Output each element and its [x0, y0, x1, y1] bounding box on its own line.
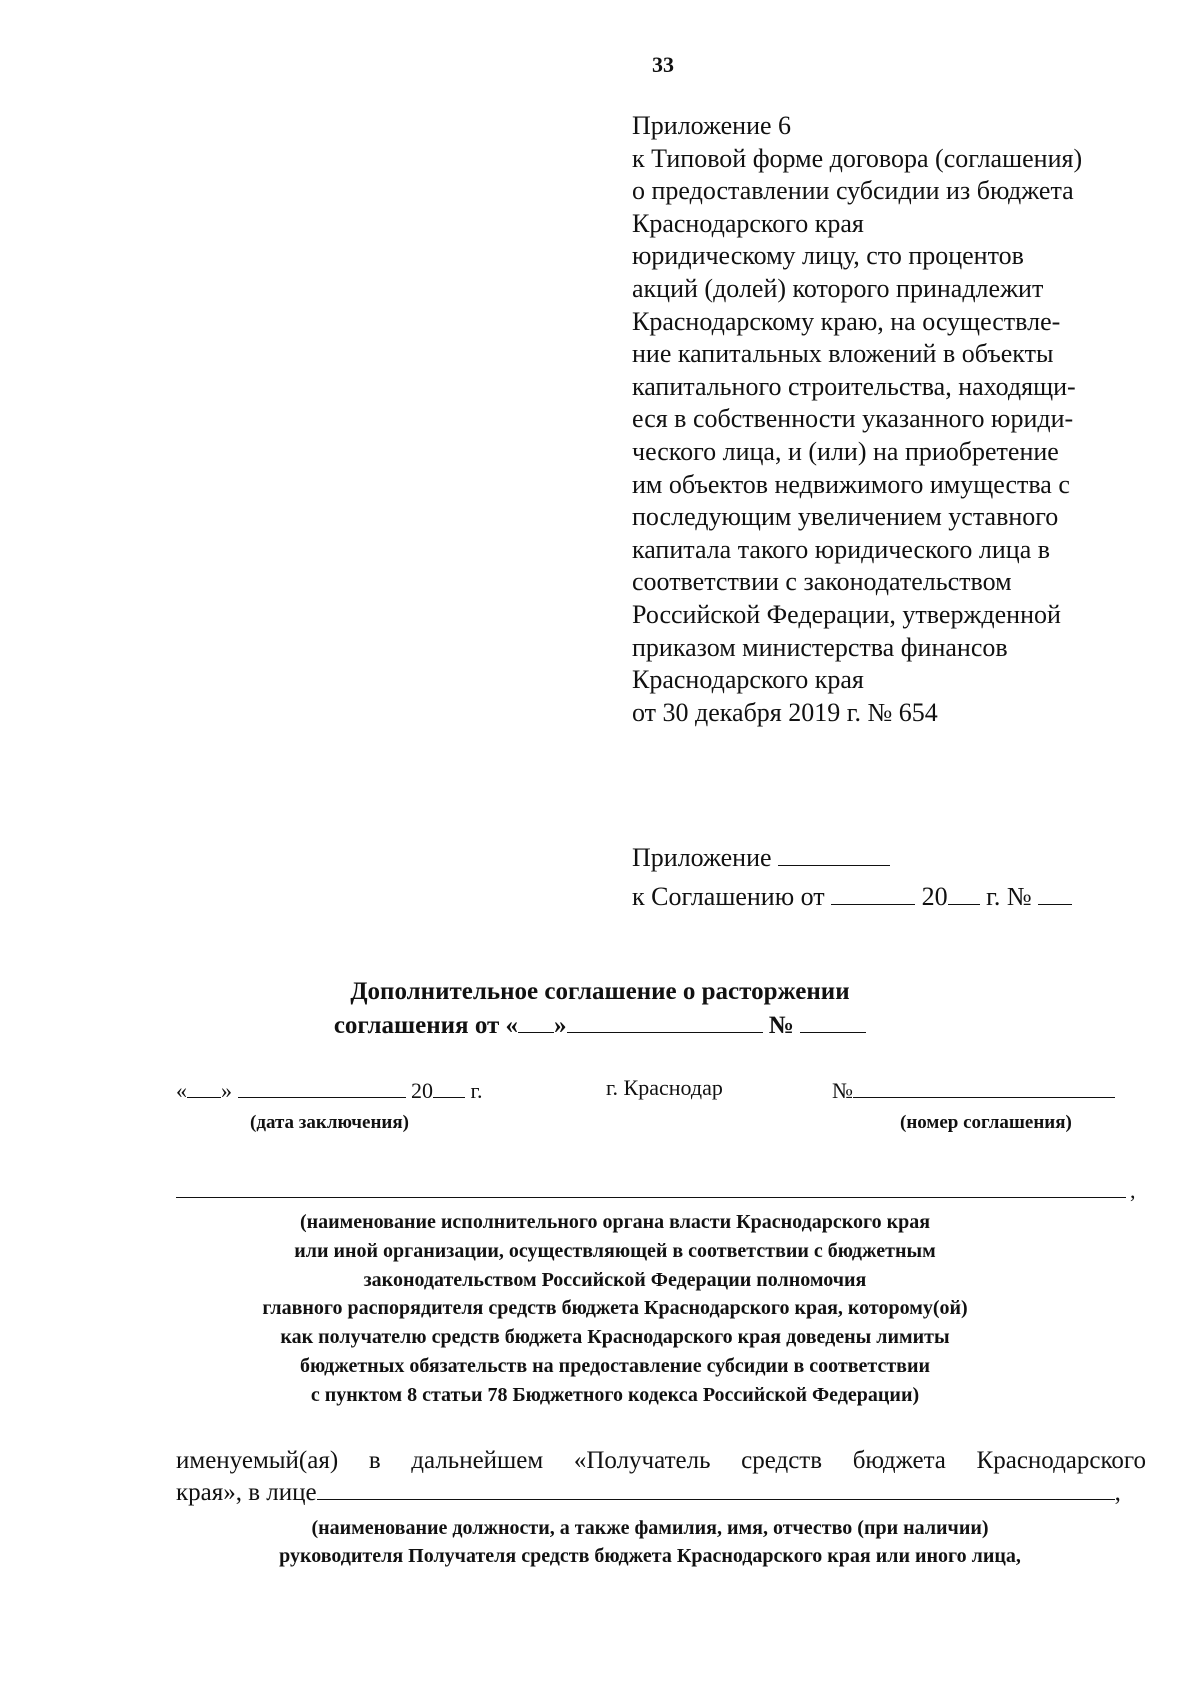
- organization-comma: ,: [1130, 1178, 1136, 1203]
- date-day-blank[interactable]: [187, 1075, 221, 1098]
- org-caption-line: или иной организации, осуществляющей в соответствии с бюджетным: [294, 1239, 936, 1262]
- named-word: в: [368, 1447, 381, 1474]
- org-caption-line: бюджетных обязательств на предоставление субсидии в соответствии: [299, 1354, 931, 1377]
- appendix-line: от 30 декабря 2019 г. № 654: [632, 697, 938, 727]
- appendix-line: юридическому лицу, сто процентов: [632, 241, 1024, 271]
- date-year-blank[interactable]: [433, 1075, 465, 1098]
- org-caption-line: с пунктом 8 статьи 78 Бюджетного кодекса Российской Федерации): [310, 1383, 920, 1406]
- named-line-1: [176, 1445, 1146, 1477]
- appendix-line: последующим увеличением уставного: [632, 502, 1059, 532]
- named-line-2: [176, 1477, 1146, 1509]
- org-caption-line: главного распорядителя средств бюджета Краснодарского края, которому(ой): [262, 1297, 968, 1320]
- title-line-1: Дополнительное соглашение о расторжении: [350, 978, 850, 1005]
- date-year-prefix: 20: [411, 1078, 433, 1103]
- representative-comma: ,: [1114, 1479, 1121, 1506]
- title-date-prefix: соглашения от «: [333, 1012, 519, 1039]
- named-word: именуемый(ая): [176, 1447, 339, 1474]
- number-sign: №: [832, 1078, 853, 1103]
- agreement-date-blank[interactable]: [831, 882, 915, 905]
- appendix-line: акций (долей) которого принадлежит: [632, 273, 1044, 303]
- organization-caption: [150, 1208, 1080, 1410]
- date-close-quote: »: [221, 1078, 232, 1103]
- date-month-blank[interactable]: [238, 1075, 406, 1098]
- title-day-blank[interactable]: [518, 1010, 554, 1033]
- attachment-number-blank[interactable]: [778, 843, 890, 866]
- conclusion-date: [176, 1075, 483, 1104]
- agreement-number-blank[interactable]: [1038, 882, 1072, 905]
- date-year-suffix: г.: [470, 1078, 483, 1103]
- org-caption-line: законодательством Российской Федерации полномочия: [363, 1268, 867, 1291]
- appendix-line: капитального строительства, находящи-: [632, 371, 1076, 401]
- named-word: «Получатель: [573, 1447, 711, 1474]
- appendix-line: ческого лица, и (или) на приобретение: [632, 436, 1059, 466]
- appendix-line: соответствии с законодательством: [632, 567, 1012, 597]
- named-line2-prefix: края», в лице: [176, 1479, 317, 1506]
- appendix-line: Краснодарскому краю, на осуществле-: [632, 306, 1061, 336]
- appendix-line: ние капитальных вложений в объекты: [632, 339, 1054, 369]
- org-caption-line: как получателю средств бюджета Краснодарского края доведены лимиты: [280, 1326, 950, 1349]
- agreement-prefix: к Соглашению от: [632, 882, 825, 911]
- attachment-line: [632, 838, 1072, 877]
- agreement-ref-line: [632, 877, 1072, 916]
- number-caption: (номер соглашения): [900, 1112, 1072, 1133]
- title-date-mid: »: [554, 1012, 567, 1039]
- person-caption-line: (наименование должности, а также фамилия, имя, отчество (при наличии): [311, 1517, 989, 1539]
- appendix-line: Приложение 6: [632, 111, 792, 140]
- named-word: бюджета: [852, 1447, 946, 1474]
- org-caption-line: (наименование исполнительного органа власти Краснодарского края: [299, 1211, 931, 1233]
- page-number: 33: [652, 52, 674, 77]
- title-number-blank[interactable]: [800, 1010, 866, 1033]
- agreement-year-blank[interactable]: [948, 882, 980, 905]
- named-word: Краснодарского: [976, 1447, 1146, 1474]
- representative-blank[interactable]: [317, 1477, 1115, 1500]
- person-caption-line: руководителя Получателя средств бюджета Краснодарского края или иного лица,: [279, 1545, 1021, 1567]
- agreement-number-field[interactable]: [853, 1075, 1115, 1098]
- appendix-line: Краснодарского края: [632, 208, 864, 238]
- agreement-number: [832, 1075, 1115, 1104]
- appendix-line: им объектов недвижимого имущества с: [632, 469, 1070, 499]
- title-line-2: [0, 1009, 1200, 1043]
- organization-name-line[interactable]: [176, 1197, 1126, 1198]
- named-word: дальнейшем: [411, 1447, 544, 1474]
- title-month-blank[interactable]: [567, 1010, 763, 1033]
- agreement-year-suffix: г. №: [986, 882, 1032, 911]
- appendix-line: о предоставлении субсидии из бюджета: [632, 176, 1074, 206]
- appendix-line: приказом министерства финансов: [632, 632, 1008, 662]
- date-caption: (дата заключения): [250, 1112, 409, 1133]
- named-word: средств: [741, 1447, 823, 1474]
- appendix-line: еся в собственности указанного юриди-: [632, 404, 1074, 434]
- agreement-year-prefix: 20: [921, 882, 948, 911]
- named-paragraph: [176, 1445, 1146, 1509]
- date-open-quote: «: [176, 1078, 187, 1103]
- document-title: [0, 975, 1200, 1043]
- appendix-header: [632, 110, 1152, 729]
- appendix-line: капитала такого юридического лица в: [632, 534, 1051, 564]
- city: г. Краснодар: [606, 1075, 723, 1100]
- appendix-line: Краснодарского края: [632, 665, 864, 695]
- attachment-label: Приложение: [632, 843, 772, 872]
- title-number-sign: №: [768, 1012, 794, 1039]
- person-caption: [150, 1514, 1150, 1570]
- attachment-block: [632, 838, 1072, 916]
- appendix-line: Российской Федерации, утвержденной: [632, 599, 1061, 629]
- appendix-line: к Типовой форме договора (соглашения): [632, 143, 1083, 173]
